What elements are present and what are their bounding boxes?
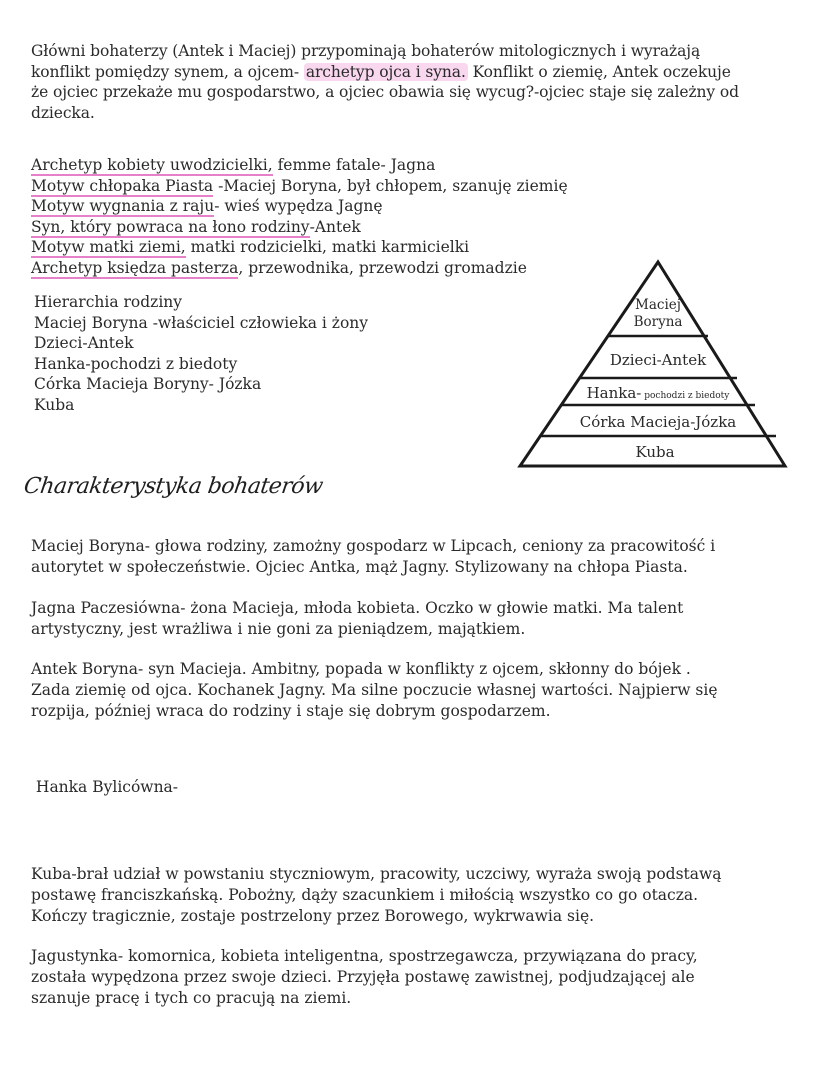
motif-text: matki rodzicielki, matki karmicielki: [185, 238, 470, 257]
hierarchy-item: Dzieci-Antek: [34, 334, 134, 353]
character-maciej: [31, 536, 715, 578]
pyramid-level-4: [540, 413, 776, 431]
intro-paragraph: [31, 41, 811, 123]
character-line: szanuje pracę i tych co pracują na ziemi.: [31, 989, 352, 1007]
character-antek: [31, 659, 718, 722]
character-line: rozpija, później wraca do rodziny i staje się dobrym gospodarzem.: [31, 702, 551, 720]
character-line: autorytet w społeczeństwie. Ojciec Antka, mąż Jagny. Stylizowany na chłopa Piasta.: [31, 558, 688, 576]
section-title: Charakterystyka bohaterów: [22, 474, 325, 499]
pyramid-level-subtext: pochodzi z biedoty: [641, 391, 730, 401]
motif-item: [31, 217, 568, 238]
character-jagna: [31, 598, 683, 640]
highlighted-archetype: archetyp ojca i syna.: [305, 62, 466, 81]
pyramid-level-2: [579, 351, 737, 369]
motif-item: [31, 237, 568, 258]
character-line: Maciej Boryna- głowa rodziny, zamożny gospodarz w Lipcach, ceniony za pracowitość i: [31, 537, 716, 555]
character-line: Antek Boryna- syn Macieja. Ambitny, popada w konflikty z ojcem, skłonny do bójek .: [31, 660, 691, 678]
motif-text: , przewodnika, przewodzi gromadzie: [238, 258, 527, 277]
pyramid-level-1: [608, 297, 708, 331]
hierarchy-pyramid: [515, 255, 795, 475]
hierarchy-title: Hierarchia rodziny: [34, 293, 183, 311]
hierarchy-item: Maciej Boryna -właściciel człowieka i żony: [34, 313, 369, 332]
character-line: Jagustynka- komornica, kobieta inteligentna, spostrzegawcza, przywiązana do pracy,: [31, 947, 698, 965]
motif-text: - wieś wypędza Jagnę: [214, 197, 383, 216]
motif-underlined: Motyw wygnania z raju: [31, 197, 215, 216]
intro-line-4: dziecka.: [31, 103, 95, 122]
motif-underlined: Motyw matki ziemi,: [31, 238, 186, 257]
pyramid-level-text: Córka Macieja-Józka: [579, 413, 737, 431]
pyramid-level-text: Hanka-: [586, 384, 642, 402]
character-hanka: [31, 735, 178, 819]
motif-text: femme fatale- Jagna: [272, 156, 436, 174]
intro-text: Konflikt o ziemię, Antek oczekuje: [467, 62, 731, 81]
intro-text: konflikt pomiędzy synem, a ojcem-: [31, 62, 304, 81]
motif-underlined: Archetyp księdza pasterza: [31, 258, 239, 277]
pyramid-level-text: Boryna: [633, 314, 683, 330]
motif-underlined: Archetyp kobiety uwodzicielki,: [31, 156, 273, 174]
character-kuba: [31, 864, 722, 927]
character-jagustynka: [31, 946, 698, 1009]
character-line: Jagna Paczesiówna- żona Macieja, młoda kobieta. Oczko w głowie matki. Ma talent: [31, 599, 684, 617]
pyramid-level-5: [520, 443, 790, 461]
character-line: została wypędzona przez swoje dzieci. Przyjęła postawę zawistnej, podjudzającej ale: [31, 968, 695, 986]
character-line: artystyczny, jest wrażliwa i nie goni za pieniądzem, majątkiem.: [31, 620, 526, 638]
character-line: Hanka Bylicówna-: [31, 778, 179, 796]
motif-item: [31, 155, 568, 176]
character-line: Kuba-brał udział w powstaniu styczniowym, pracowity, uczciwy, wyraża swoją podstawą: [31, 865, 722, 883]
intro-line-2: [31, 62, 811, 83]
intro-line-3: że ojciec przekaże mu gospodarstwo, a ojciec obawia się wycug?-ojciec staje się zależny od: [31, 83, 739, 101]
motifs-list: [31, 155, 568, 279]
pyramid-level-text: Kuba: [635, 443, 675, 461]
motif-underlined: Syn, który powraca na łono rodziny: [31, 217, 310, 236]
intro-line-1: Główni bohaterzy (Antek i Maciej) przypominają bohaterów mitologicznych i wyrażają: [31, 42, 701, 60]
motif-text: -Maciej Boryna, był chłopem, szanuję ziemię: [213, 176, 568, 195]
pyramid-level-3: [561, 384, 755, 402]
pyramid-level-text: Maciej: [635, 297, 681, 313]
pyramid-level-text: Dzieci-Antek: [609, 351, 707, 369]
hierarchy-item: Hanka-pochodzi z biedoty: [34, 354, 238, 373]
motif-underlined: Motyw chłopaka Piasta: [31, 176, 214, 195]
motif-item: [31, 196, 568, 217]
family-hierarchy-list: [34, 292, 368, 416]
character-line: Kończy tragicznie, zostaje postrzelony przez Borowego, wykrwawia się.: [31, 907, 595, 925]
character-line: postawę franciszkańską. Pobożny, dąży szacunkiem i miłością wszystko co go otacza.: [31, 886, 699, 904]
motif-text: -Antek: [309, 217, 361, 236]
hierarchy-item: Kuba: [34, 395, 75, 414]
character-line: Zada ziemię od ojca. Kochanek Jagny. Ma silne poczucie własnej wartości. Najpierw się: [31, 681, 718, 699]
motif-item: [31, 258, 568, 279]
motif-item: [31, 176, 568, 197]
hierarchy-item: Córka Macieja Boryny- Józka: [34, 375, 262, 394]
